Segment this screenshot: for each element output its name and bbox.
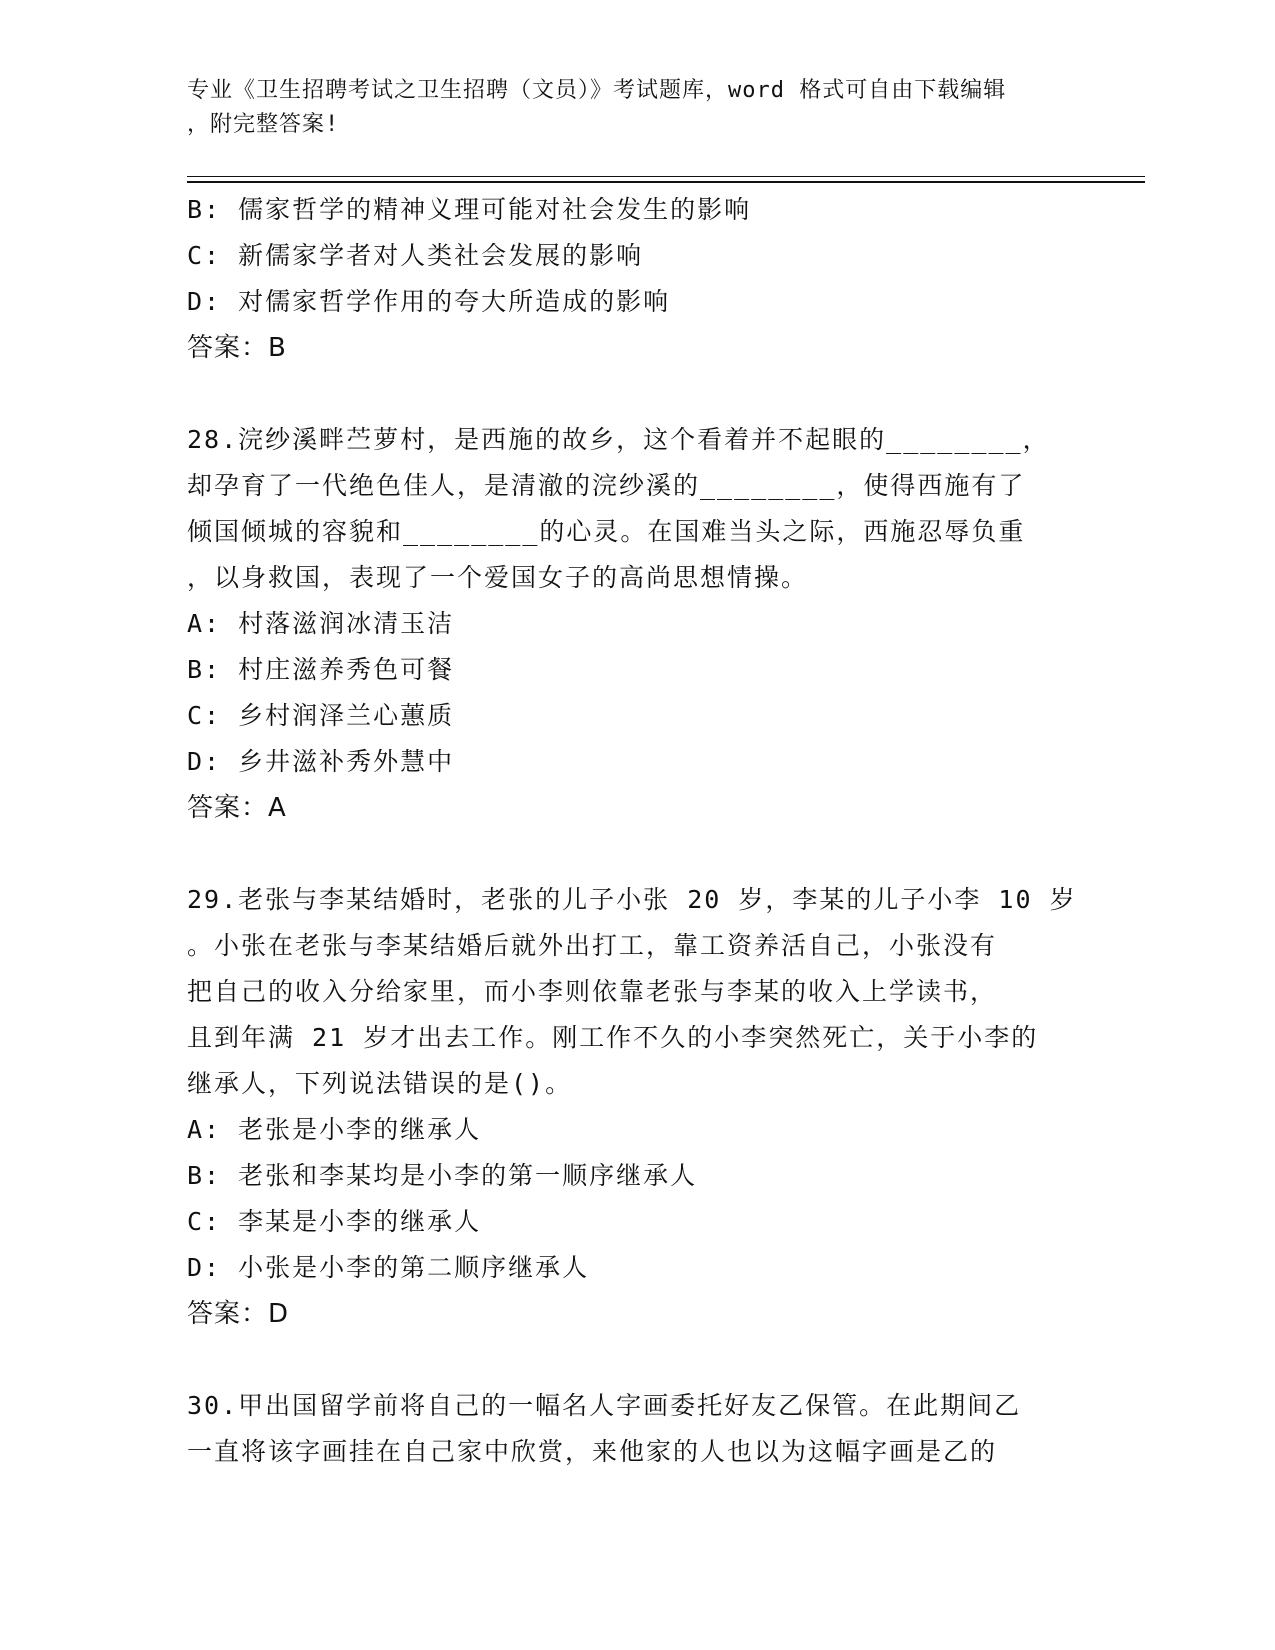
q28-option-b: B: 村庄滋养秀色可餐	[187, 655, 455, 684]
q27-answer: 答案：B	[187, 333, 287, 363]
q29-stem-line-3: 把自己的收入分给家里，而小李则依靠老张与李某的收入上学读书，	[187, 977, 998, 1006]
q29-stem-line-5: 继承人，下列说法错误的是()。	[187, 1069, 573, 1098]
header-line-1: 专业《卫生招聘考试之卫生招聘（文员）》考试题库，word 格式可自由下载编辑	[187, 78, 1007, 103]
q28-answer: 答案：A	[187, 793, 287, 823]
spacer	[187, 1337, 1087, 1383]
q29-option-d: D: 小张是小李的第二顺序继承人	[187, 1253, 590, 1282]
page-header	[187, 74, 1087, 142]
header-rule-thin	[187, 176, 1145, 177]
q29-option-c: C: 李某是小李的继承人	[187, 1207, 482, 1236]
q30-stem-line-1: 30.甲出国留学前将自己的一幅名人字画委托好友乙保管。在此期间乙	[187, 1391, 1022, 1420]
question-29	[187, 877, 1087, 1337]
header-line-2: ，附完整答案!	[187, 112, 340, 137]
q29-option-b: B: 老张和李某均是小李的第一顺序继承人	[187, 1161, 698, 1190]
q28-option-a: A: 村落滋润冰清玉洁	[187, 609, 455, 638]
q28-option-c: C: 乡村润泽兰心蕙质	[187, 701, 455, 730]
q28-stem-line-3: 倾国倾城的容貌和________的心灵。在国难当头之际，西施忍辱负重	[187, 517, 1026, 546]
q29-answer: 答案：D	[187, 1299, 290, 1329]
question-content	[187, 187, 1087, 1475]
spacer	[187, 831, 1087, 877]
question-30	[187, 1383, 1087, 1475]
q29-stem-line-1: 29.老张与李某结婚时，老张的儿子小张 20 岁，李某的儿子小李 10 岁	[187, 885, 1077, 914]
spacer	[187, 371, 1087, 417]
q28-option-d: D: 乡井滋补秀外慧中	[187, 747, 455, 776]
q27-option-b: B: 儒家哲学的精神义理可能对社会发生的影响	[187, 195, 752, 224]
q28-stem-line-1: 28.浣纱溪畔苎萝村，是西施的故乡，这个看着并不起眼的________，	[187, 425, 1050, 454]
q29-option-a: A: 老张是小李的继承人	[187, 1115, 482, 1144]
q28-stem-line-4: ，以身救国，表现了一个爱国女子的高尚思想情操。	[187, 563, 809, 592]
question-27-tail	[187, 187, 1087, 371]
q27-option-d: D: 对儒家哲学作用的夸大所造成的影响	[187, 287, 671, 316]
q28-stem-line-2: 却孕育了一代绝色佳人，是清澈的浣纱溪的________，使得西施有了	[187, 471, 1026, 500]
header-rule-thick	[187, 181, 1145, 183]
q29-stem-line-4: 且到年满 21 岁才出去工作。刚工作不久的小李突然死亡，关于小李的	[187, 1023, 1039, 1052]
question-28	[187, 417, 1087, 831]
q29-stem-line-2: 。小张在老张与李某结婚后就外出打工，靠工资养活自己，小张没有	[187, 931, 998, 960]
q27-option-c: C: 新儒家学者对人类社会发展的影响	[187, 241, 644, 270]
q30-stem-line-2: 一直将该字画挂在自己家中欣赏，来他家的人也以为这幅字画是乙的	[187, 1437, 998, 1466]
